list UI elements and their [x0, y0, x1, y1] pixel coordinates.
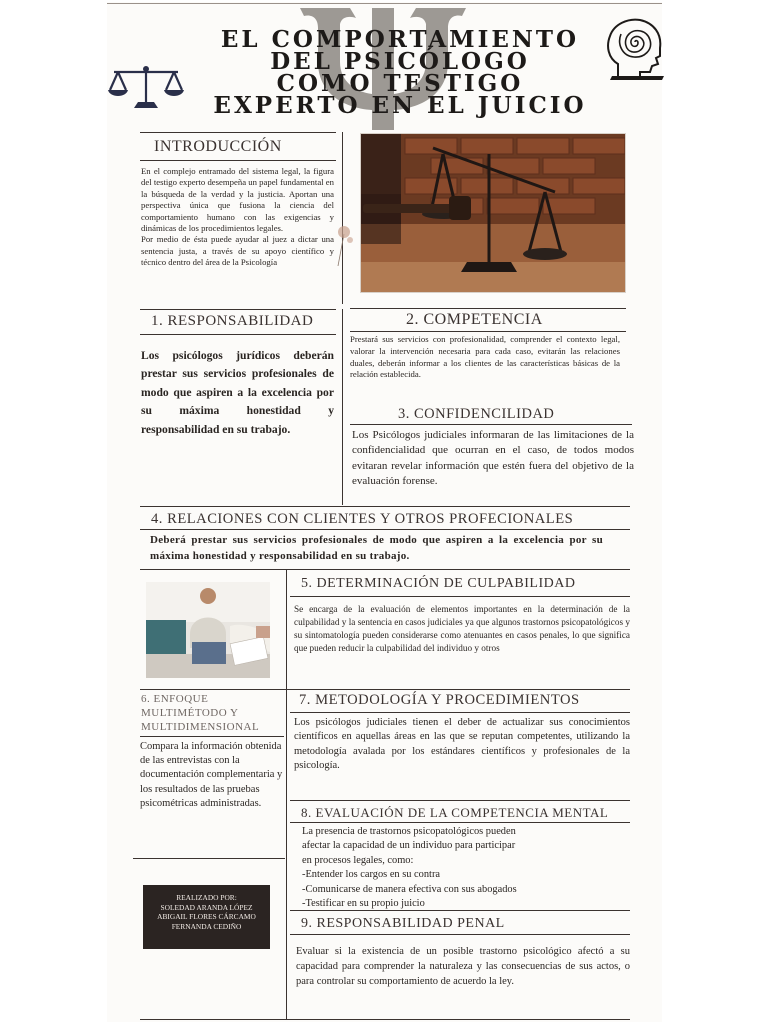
credits-author: SOLEDAD ARANDA LÓPEZ	[160, 902, 253, 912]
enfoque-text: Compara la información obtenida de las entrevistas con la documentación complementaria y los resultados de las pruebas psicométricas administradas.	[140, 741, 283, 809]
intro-paragraph: En el complejo entramado del sistema legal, la figura del testigo experto desempeña un papel fundamental en la búsqueda de la verdad y la justicia. Aportan una perspectiva única que fusiona la ciencia del comportamiento humano con las exigencias y dinámicas de los procedimientos legales.	[141, 166, 334, 234]
scales-of-justice-icon	[106, 64, 186, 110]
comp-heading-rule	[350, 331, 626, 332]
resp-heading-rule	[140, 334, 336, 335]
credits-author: ABIGAIL FLORES CÁRCAMO	[157, 912, 256, 922]
eval-heading-rule	[290, 822, 630, 823]
enf-heading-rule	[140, 736, 284, 737]
evaluacion-line: -Testificar en su propio juicio	[302, 898, 425, 910]
enf-top-rule	[140, 689, 630, 690]
responsabilidad-text: Los psicólogos jurídicos deberán prestar sus servicios profesionales de modo que aspiren a la excelencia por su máxima honestidad y responsabilidad en su trabajo.	[141, 349, 334, 436]
intro-text	[141, 166, 334, 269]
rel-bottom-rule	[140, 569, 630, 570]
confidencialidad-heading: 3. CONFIDENCILIDAD	[398, 406, 555, 422]
confidencialidad-text: Los Psicólogos judiciales informaran de las limitaciones de la confidencialidad que ocurran en el caso, de todos modos evitaran revelar información que estén fuera del objetivo de la evaluación forense.	[352, 429, 634, 488]
gavel-scales-photo	[360, 133, 626, 293]
credits-author: FERNANDA CEDIÑO	[171, 921, 242, 931]
resp-divider	[342, 309, 343, 505]
bottom-border	[140, 1019, 630, 1020]
relaciones-text: Deberá prestar sus servicios profesionales de modo que aspiren a la excelencia por su máxima honestidad y responsabilidad en su trabajo.	[150, 534, 603, 562]
relaciones-heading: 4. RELACIONES CON CLIENTES Y OTROS PROFECIONALES	[151, 511, 574, 527]
comp-top-rule	[350, 308, 626, 309]
evaluacion-heading: 8. EVALUACIÓN DE LA COMPETENCIA MENTAL	[301, 805, 609, 820]
evaluacion-line: -Comunicarse de manera efectiva con sus abogados	[302, 883, 517, 895]
intro-divider	[342, 132, 343, 304]
enf-bottom-rule	[133, 858, 285, 859]
enfoque-heading-line: 6. ENFOQUE	[141, 693, 209, 705]
flower-decoration	[330, 222, 358, 266]
penal-heading: 9. RESPONSABILIDAD PENAL	[301, 916, 505, 931]
rel-heading-rule	[140, 529, 630, 530]
intro-paragraph: Por medio de ésta puede ayudar al juez a dictar una sentencia justa, a través de su apoyo científico y técnico dentro del área de la Psicología	[141, 234, 334, 268]
intro-heading-rule	[140, 160, 336, 161]
title-line-4: EXPERTO EN EL JUICIO	[213, 92, 587, 119]
head-spiral-icon	[602, 16, 664, 80]
determinacion-heading: 5. DETERMINACIÓN DE CULPABILIDAD	[301, 576, 576, 591]
eval-top-rule	[290, 800, 630, 801]
rel-top-rule	[140, 506, 630, 507]
responsabilidad-heading: 1. RESPONSABILIDAD	[151, 313, 314, 329]
conf-heading-rule	[350, 424, 632, 425]
penal-heading-rule	[290, 934, 630, 935]
credits-box	[143, 885, 270, 949]
metodologia-text: Los psicólogos judiciales tienen el deber de actualizar sus conocimientos científicos en aquellas áreas en las que se reputan competentes, utilizando la metodología avalada por los estándares científicos y profesionales de la psicología.	[294, 717, 630, 772]
enfoque-heading-line: MULTIDIMENSIONAL	[141, 721, 260, 733]
evaluacion-line: afectar la capacidad de un individuo para participar	[302, 840, 516, 852]
metodologia-heading: 7. METODOLOGÍA Y PROCEDIMIENTOS	[299, 692, 580, 708]
evaluacion-line: en procesos legales, como:	[302, 854, 414, 866]
title-line-3: COMO TESTIGO	[276, 70, 524, 97]
det-heading-rule	[290, 596, 630, 597]
intro-heading: INTRODUCCIÓN	[154, 138, 282, 155]
credits-label: REALIZADO POR:	[176, 893, 237, 902]
intro-top-rule	[140, 132, 336, 133]
penal-text: Evaluar si la existencia de un posible trastorno psicológico afectó a su capacidad para comprender la naturaleza y las consecuencias de sus actos, o para controlar su comportamiento de acuerdo la ley.	[296, 946, 630, 988]
consultation-photo	[146, 582, 270, 678]
title-line-1: EL COMPORTAMIENTO	[220, 26, 580, 53]
determinacion-text: Se encarga de la evaluación de elementos importantes en la determinación de la culpabilidad y la sentencia en casos judiciales ya que algunos trastornos psicopatológicos y su sintomatología pueden considerarse como atenuantes en casos penales, lo que significa que pueden reducir la culpabilidad del individuo y otros	[294, 604, 630, 654]
evaluacion-line: La presencia de trastornos psicopatológicos pueden	[302, 826, 516, 837]
title-line-2: DEL PSICÓLOGO	[270, 48, 530, 75]
resp-top-rule	[140, 309, 336, 310]
lower-divider	[286, 570, 287, 1020]
competencia-heading: 2. COMPETENCIA	[406, 311, 543, 328]
evaluacion-line: -Entender los cargos en su contra	[302, 869, 441, 881]
competencia-text: Prestará sus servicios con profesionalidad, comprender el contexto legal, valorar la intervención necesaria para cada caso, evitarán las relaciones duales, deberán informar a los clientes de las características básicas de la relación establecida.	[350, 334, 620, 380]
met-heading-rule	[290, 712, 630, 713]
evaluacion-text	[302, 825, 632, 911]
enfoque-heading-line: MULTIMÉTODO Y	[141, 707, 239, 719]
penal-top-rule	[290, 910, 630, 911]
